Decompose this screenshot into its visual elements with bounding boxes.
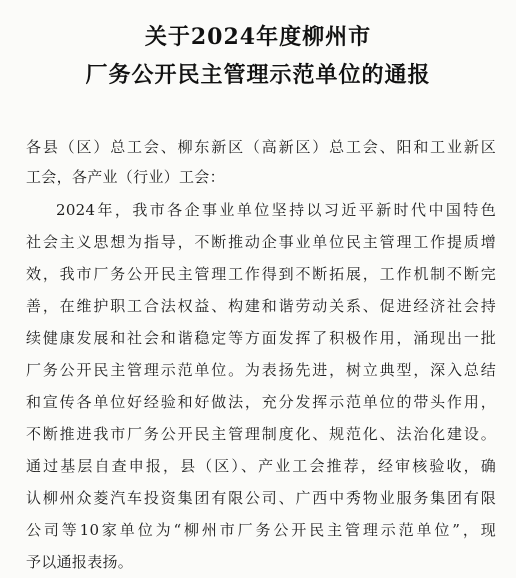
salutation-line-1: 各县（区）总工会、柳东新区（高新区）总工会、阳和工业新区 <box>26 138 496 156</box>
body-line-1: 2024年，我市各企事业单位坚持以习近平新时代中国特色 <box>56 201 496 219</box>
body-line-10: 认柳州众菱汽车投资集团有限公司、广西中秀物业服务集团有限 <box>26 489 496 507</box>
body-line-6: 厂务公开民主管理示范单位。为表扬先进，树立典型，深入总结 <box>26 361 496 379</box>
salutation-line-2: 工会，各产业（行业）工会： <box>26 168 225 186</box>
body-line-3: 效，我市厂务公开民主管理工作得到不断拓展，工作机制不断完 <box>26 265 496 283</box>
body-line-11: 公司等10家单位为“柳州市厂务公开民主管理示范单位”，现 <box>26 521 496 539</box>
body-line-5: 续健康发展和社会和谐稳定等方面发挥了积极作用，涌现出一批 <box>26 329 496 347</box>
body-line-9: 通过基层自查申报，县（区）、产业工会推荐，经审核验收，确 <box>26 457 496 475</box>
body-line-7: 和宣传各单位好经验和好做法，充分发挥示范单位的带头作用， <box>26 393 496 411</box>
document-title-line-2: 厂务公开民主管理示范单位的通报 <box>85 62 431 88</box>
body-line-12: 予以通报表扬。 <box>26 553 134 571</box>
body-line-4: 善，在维护职工合法权益、构建和谐劳动关系、促进经济社会持 <box>26 297 496 315</box>
document-title-line-1: 关于2024年度柳州市 <box>144 24 372 50</box>
body-line-2: 社会主义思想为指导，不断推动企事业单位民主管理工作提质增 <box>26 233 496 251</box>
body-line-8: 不断推进我市厂务公开民主管理制度化、规范化、法治化建设。 <box>26 425 496 443</box>
